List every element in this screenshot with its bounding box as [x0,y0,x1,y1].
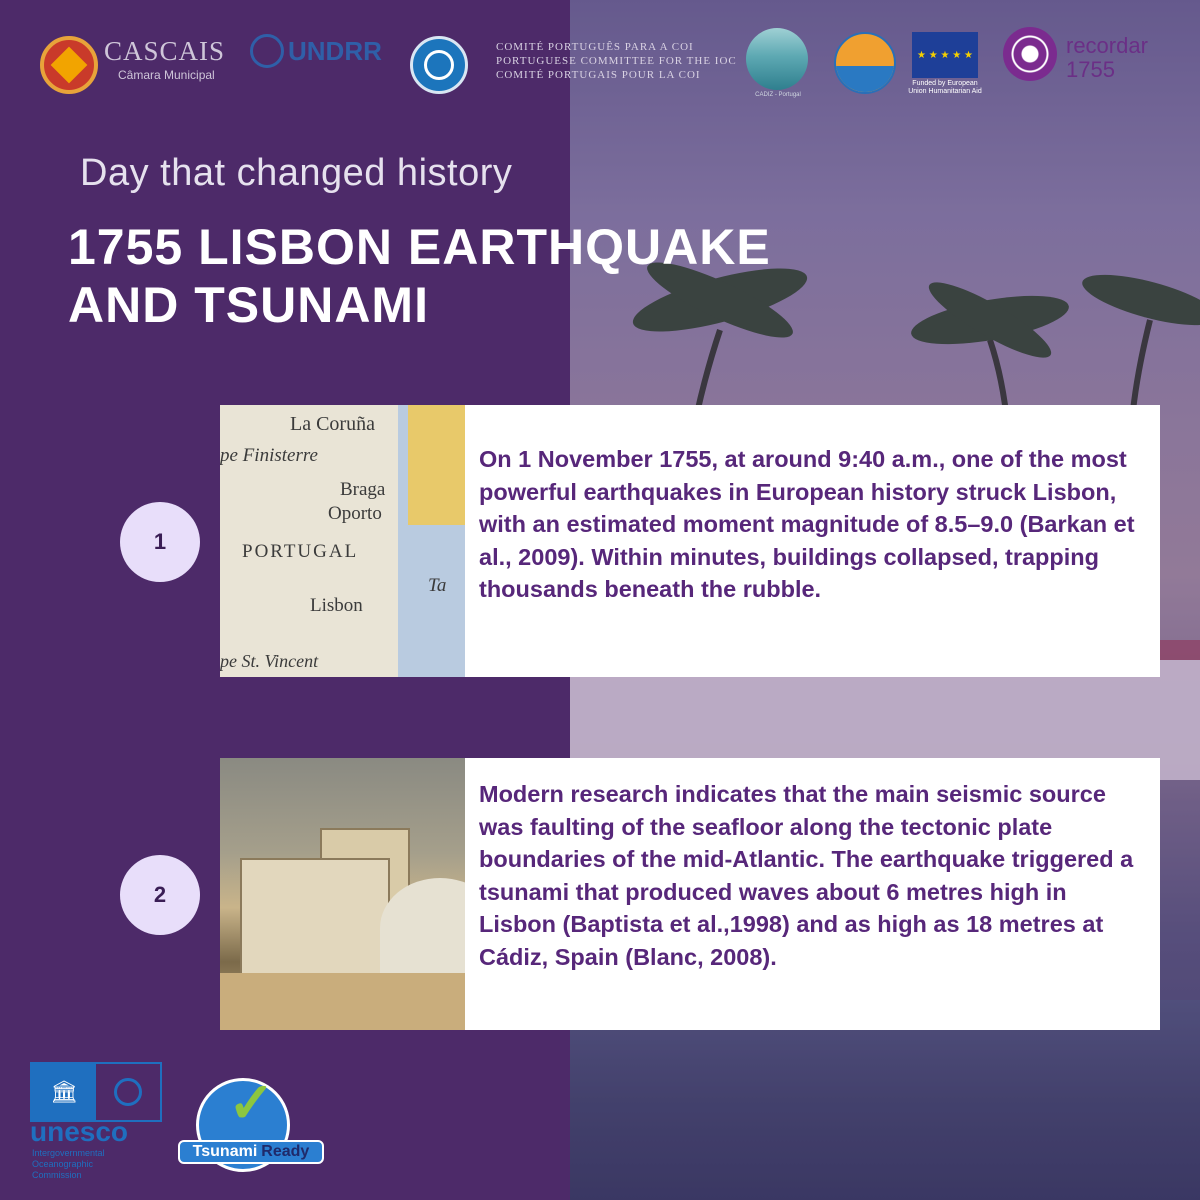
cascais-logo-text: CASCAIS [104,36,226,66]
checkmark-icon: ✓ [228,1071,275,1134]
page-title: 1755 LISBON EARTHQUAKE AND TSUNAMI [68,219,771,333]
map-image: La Coruña pe Finisterre Braga Oporto PORTUGAL Lisbon pe St. Vincent Ta [220,405,465,677]
eu-funding-caption: Funded by European Union Humanitarian Aid [908,80,982,95]
wave-logo [834,32,896,94]
tsunami-ready-logo [178,1071,328,1174]
card-number-badge: 1 [120,502,200,582]
card-number-badge: 2 [120,855,200,935]
ioc-logo [410,36,468,94]
civil-protection-seal-logo [40,36,98,94]
card-2-text: Modern research indicates that the main seismic source was faulting of the seafloor along the tectonic plate boundaries of the mid-Atlantic. The earthquake triggered a tsunami that produced waves about 6 metres high in Lisbon (Baptista et al.,1998) and as high as 18 metres at Cádiz, Spain (Blanc, 2008). [479,781,1134,970]
recordar-flower-logo [1003,27,1057,81]
page-subtitle: Day that changed history [80,152,513,194]
recordar-logo-text: recordar 1755 [1066,33,1148,82]
ioc-subtitle: Intergovernmental Oceanographic Commission [32,1148,105,1180]
ioc-eye-icon [96,1064,160,1120]
info-card-1 [220,405,1160,677]
portuguese-committee-text: COMITÉ PORTUGUÊS PARA A COI PORTUGUESE COMMITTEE FOR THE IOC COMITÉ PORTUGAIS POUR LA COI [496,41,737,81]
unesco-temple-icon: 🏛 [32,1064,96,1120]
cadiz-logo [746,28,808,90]
earthquake-painting-image [220,758,465,1030]
unesco-wordmark: unesco [30,1116,129,1147]
unesco-ioc-logo [30,1062,162,1122]
undrr-logo: UNDRR [250,34,382,68]
cascais-subtitle: Câmara Municipal [118,68,215,82]
eu-flag-logo: ★ ★ ★ ★ ★ [912,32,978,78]
un-globe-icon [250,34,284,68]
info-card-2 [220,758,1160,1030]
tsunami-ready-band: Tsunami Ready [178,1140,324,1164]
cadiz-caption: CADIZ - Portugal [755,92,801,98]
card-1-text: On 1 November 1755, at around 9:40 a.m., one of the most powerful earthquakes in European history struck Lisbon, with an estimated moment magnitude of 8.5–9.0 (Barkan et al., 2009). Within minutes, buildings collapsed, trapping thousands beneath the rubble. [479,446,1135,602]
